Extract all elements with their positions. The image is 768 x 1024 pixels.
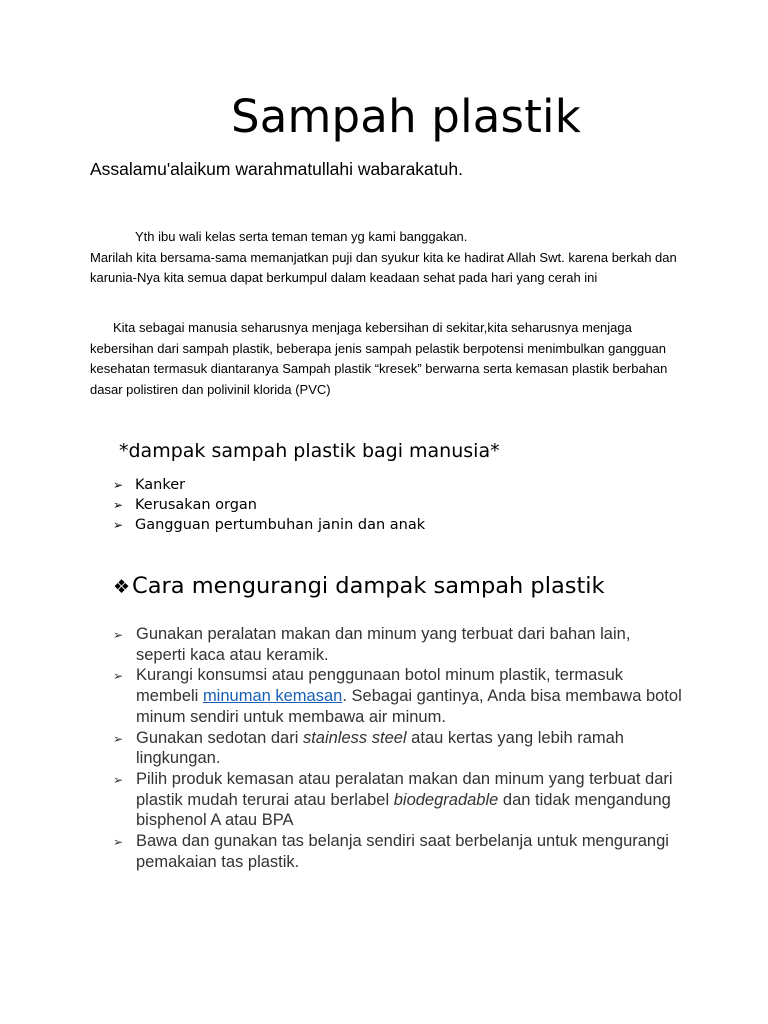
greeting-text: Assalamu'alaikum warahmatullahi wabarakatuh. <box>90 159 463 179</box>
reduce-heading: ❖Cara mengurangi dampak sampah plastik <box>113 573 605 599</box>
list-item: ➢ Gunakan peralatan makan dan minum yang terbuat dari bahan lain, seperti kaca atau keramik. <box>113 625 631 664</box>
arrow-bullet-icon: ➢ <box>113 835 124 850</box>
list-item: ➢ Gangguan pertumbuhan janin dan anak <box>113 517 426 533</box>
opening-line: Yth ibu wali kelas serta teman teman yg kami banggakan. <box>135 229 468 244</box>
arrow-bullet-icon: ➢ <box>113 628 124 642</box>
body-paragraph: Kita sebagai manusia seharusnya menjaga kebersihan di sekitar,kita seharusnya menjaga kebersihan dari sampah plastik, beberapa jenis sampah pelastik berpotensi menimbulkan gangguan kesehatan termasuk diantaranya Sampah plastik “kresek” berwarna serta kemasan plastik berbahan dasar polistiren dan polivinil klorida (PVC) <box>90 320 668 397</box>
arrow-bullet-icon: ➢ <box>113 731 124 746</box>
list-item: ➢ Kurangi konsumsi atau penggunaan botol minum plastik, termasuk membeli minuman kemasan. Sebagai gantinya, Anda bisa membawa botol minum sendiri untuk membawa air minum. <box>113 666 682 726</box>
impact-heading: *dampak sampah plastik bagi manusia* <box>119 440 500 462</box>
arrow-bullet-icon: ➢ <box>113 669 124 684</box>
arrow-bullet-icon: ➢ <box>113 498 124 512</box>
reduce-list <box>113 624 683 872</box>
opening-rest: Marilah kita bersama-sama memanjatkan puji dan syukur kita ke hadirat Allah Swt. karena berkah dan karunia-Nya kita semua dapat berkumpul dalam keadaan sehat pada hari yang cerah ini <box>90 249 677 285</box>
list-item: ➢ Kerusakan organ <box>113 497 257 513</box>
arrow-bullet-icon: ➢ <box>113 772 124 787</box>
list-item: ➢ Bawa dan gunakan tas belanja sendiri saat berbelanja untuk mengurangi pemakaian tas plastik. <box>113 832 669 871</box>
impact-list <box>113 475 425 535</box>
opening-paragraph <box>90 227 680 289</box>
arrow-bullet-icon: ➢ <box>113 518 124 532</box>
page-title: Sampah plastik <box>230 90 582 143</box>
list-item: ➢ Pilih produk kemasan atau peralatan makan dan minum yang terbuat dari plastik mudah terurai atau berlabel biodegradable dan tidak mengandung bisphenol A atau BPA <box>113 769 673 830</box>
minuman-kemasan-link[interactable]: minuman kemasan <box>202 687 343 706</box>
diamond-bullet-icon: ❖ <box>113 576 131 598</box>
list-item: ➢ Kanker <box>113 477 186 493</box>
arrow-bullet-icon: ➢ <box>113 478 124 492</box>
list-item: ➢ Gunakan sedotan dari stainless steel atau kertas yang lebih ramah lingkungan. <box>113 728 624 768</box>
